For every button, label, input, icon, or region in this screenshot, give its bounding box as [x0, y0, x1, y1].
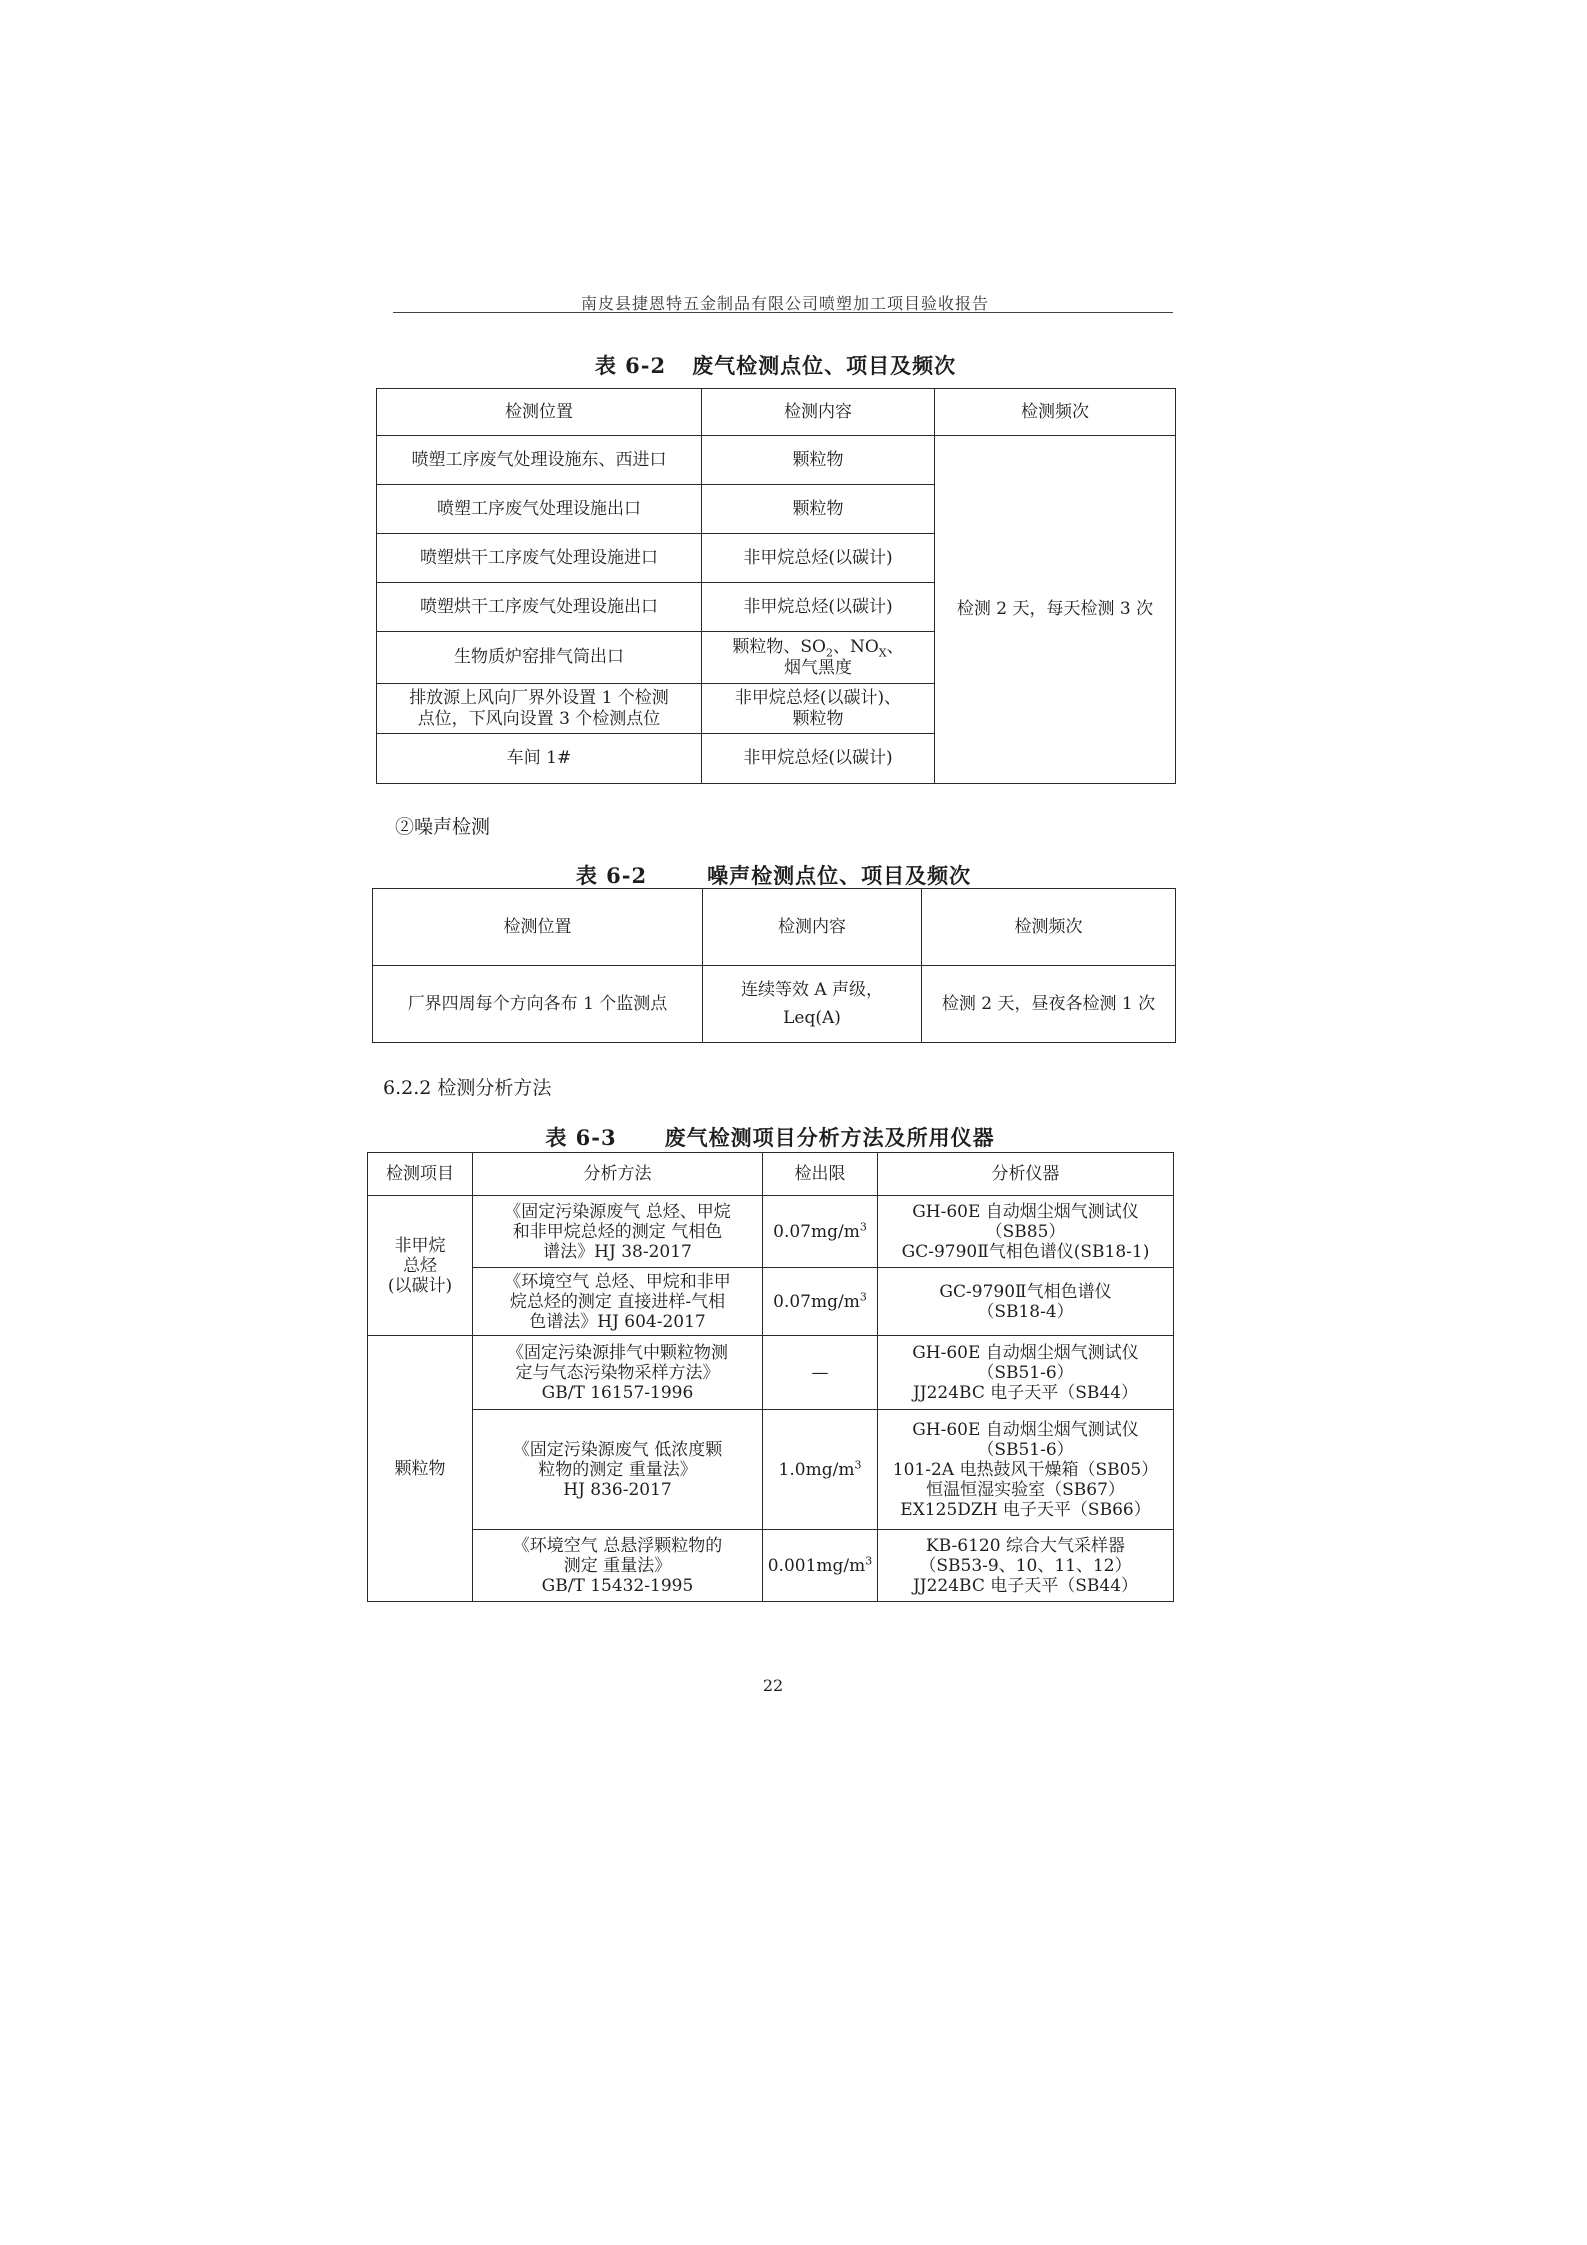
t1-header-location: 检测位置 [377, 389, 702, 436]
t1-location: 喷塑烘干工序废气处理设施进口 [377, 534, 702, 583]
t2-header-frequency: 检测频次 [922, 889, 1176, 966]
table3-caption-title: 废气检测项目分析方法及所用仪器 [664, 1125, 995, 1150]
table3-caption [367, 1122, 1173, 1152]
t2-header-content: 检测内容 [703, 889, 922, 966]
table1-caption-num: 表 6-2 [594, 353, 667, 378]
t3-item-particulate: 颗粒物 [368, 1336, 473, 1602]
waste-gas-points-table [376, 388, 1176, 784]
t1-content: 颗粒物 [702, 436, 935, 485]
t3-header-limit: 检出限 [763, 1153, 878, 1196]
t2-header-location: 检测位置 [373, 889, 703, 966]
t1-location: 车间 1# [377, 734, 702, 784]
table-row [368, 1336, 1174, 1410]
t3-instrument: GH-60E 自动烟尘烟气测试仪 （SB51-6） 101-2A 电热鼓风干燥箱（SB05） 恒温恒湿实验室（SB67） EX125DZH 电子天平（SB66） [878, 1410, 1174, 1530]
t1-location: 喷塑工序废气处理设施东、西进口 [377, 436, 702, 485]
table2-caption-num: 表 6-2 [575, 863, 648, 888]
header-rule [393, 312, 1173, 313]
method-section-title: 6.2.2 检测分析方法 [383, 1077, 552, 1099]
t3-method: 《固定污染源废气 总烃、甲烷 和非甲烷总烃的测定 气相色 谱法》HJ 38-2017 [473, 1196, 763, 1268]
report-header: 南皮县捷恩特五金制品有限公司喷塑加工项目验收报告 [580, 294, 989, 313]
noise-points-table [372, 888, 1176, 1043]
analysis-methods-table [367, 1152, 1174, 1602]
t3-limit: — [763, 1336, 878, 1410]
t3-limit: $0.07mg/m^3$ [763, 1196, 878, 1268]
t1-location: 排放源上风向厂界外设置 1 个检测 点位，下风向设置 3 个检测点位 [377, 684, 702, 734]
table-row [368, 1410, 1174, 1530]
t3-method: 《环境空气 总悬浮颗粒物的 测定 重量法》 GB/T 15432-1995 [473, 1530, 763, 1602]
t1-content: 颗粒物、$SO_2$、$NO_X$、 烟气黑度 [702, 632, 935, 684]
table3-caption-num: 表 6-3 [545, 1125, 617, 1150]
t2-frequency: 检测 2 天，昼夜各检测 1 次 [922, 966, 1176, 1043]
table-row [368, 1530, 1174, 1602]
t1-location: 喷塑工序废气处理设施出口 [377, 485, 702, 534]
t3-method: 《环境空气 总烃、甲烷和非甲 烷总烃的测定 直接进样-气相 色谱法》HJ 604-2017 [473, 1268, 763, 1336]
t3-header-method: 分析方法 [473, 1153, 763, 1196]
table2-caption [372, 860, 1175, 890]
t1-content: 非甲烷总烃(以碳计) [702, 734, 935, 784]
t1-content: 非甲烷总烃(以碳计)、 颗粒物 [702, 684, 935, 734]
t1-header-frequency: 检测频次 [935, 389, 1176, 436]
table-row [368, 1196, 1174, 1268]
t3-limit: $0.001mg/m^3$ [763, 1530, 878, 1602]
table-row [368, 1268, 1174, 1336]
table1-caption [376, 350, 1175, 380]
t3-instrument: GH-60E 自动烟尘烟气测试仪 （SB85） GC-9790Ⅱ气相色谱仪(SB18-1) [878, 1196, 1174, 1268]
t3-instrument: GH-60E 自动烟尘烟气测试仪 （SB51-6） JJ224BC 电子天平（SB44） [878, 1336, 1174, 1410]
t3-method: 《固定污染源排气中颗粒物测 定与气态污染物采样方法》 GB/T 16157-1996 [473, 1336, 763, 1410]
t3-limit: $0.07mg/m^3$ [763, 1268, 878, 1336]
t3-method: 《固定污染源废气 低浓度颗 粒物的测定 重量法》 HJ 836-2017 [473, 1410, 763, 1530]
t3-header-item: 检测项目 [368, 1153, 473, 1196]
t3-item-nmhc: 非甲烷 总烃 (以碳计) [368, 1196, 473, 1336]
t2-content: 连续等效 A 声级， Leq(A) [703, 966, 922, 1043]
t3-instrument: GC-9790Ⅱ气相色谱仪 （SB18-4） [878, 1268, 1174, 1336]
t3-instrument: KB-6120 综合大气采样器 （SB53-9、10、11、12） JJ224BC 电子天平（SB44） [878, 1530, 1174, 1602]
table-row [377, 436, 1176, 485]
t2-location: 厂界四周每个方向各布 1 个监测点 [373, 966, 703, 1043]
t3-header-instrument: 分析仪器 [878, 1153, 1174, 1196]
t1-frequency: 检测 2 天，每天检测 3 次 [935, 436, 1176, 784]
table1-caption-title: 废气检测点位、项目及频次 [692, 353, 957, 378]
t1-location: 生物质炉窑排气筒出口 [377, 632, 702, 684]
t1-location: 喷塑烘干工序废气处理设施出口 [377, 583, 702, 632]
table-row [373, 966, 1176, 1043]
t1-header-content: 检测内容 [702, 389, 935, 436]
table2-caption-title: 噪声检测点位、项目及频次 [707, 863, 972, 888]
t1-content: 非甲烷总烃(以碳计) [702, 534, 935, 583]
noise-section-title: ②噪声检测 [395, 816, 491, 838]
t1-content: 非甲烷总烃(以碳计) [702, 583, 935, 632]
page-number: 22 [762, 1676, 784, 1695]
t3-limit: $1.0mg/m^3$ [763, 1410, 878, 1530]
t1-content: 颗粒物 [702, 485, 935, 534]
